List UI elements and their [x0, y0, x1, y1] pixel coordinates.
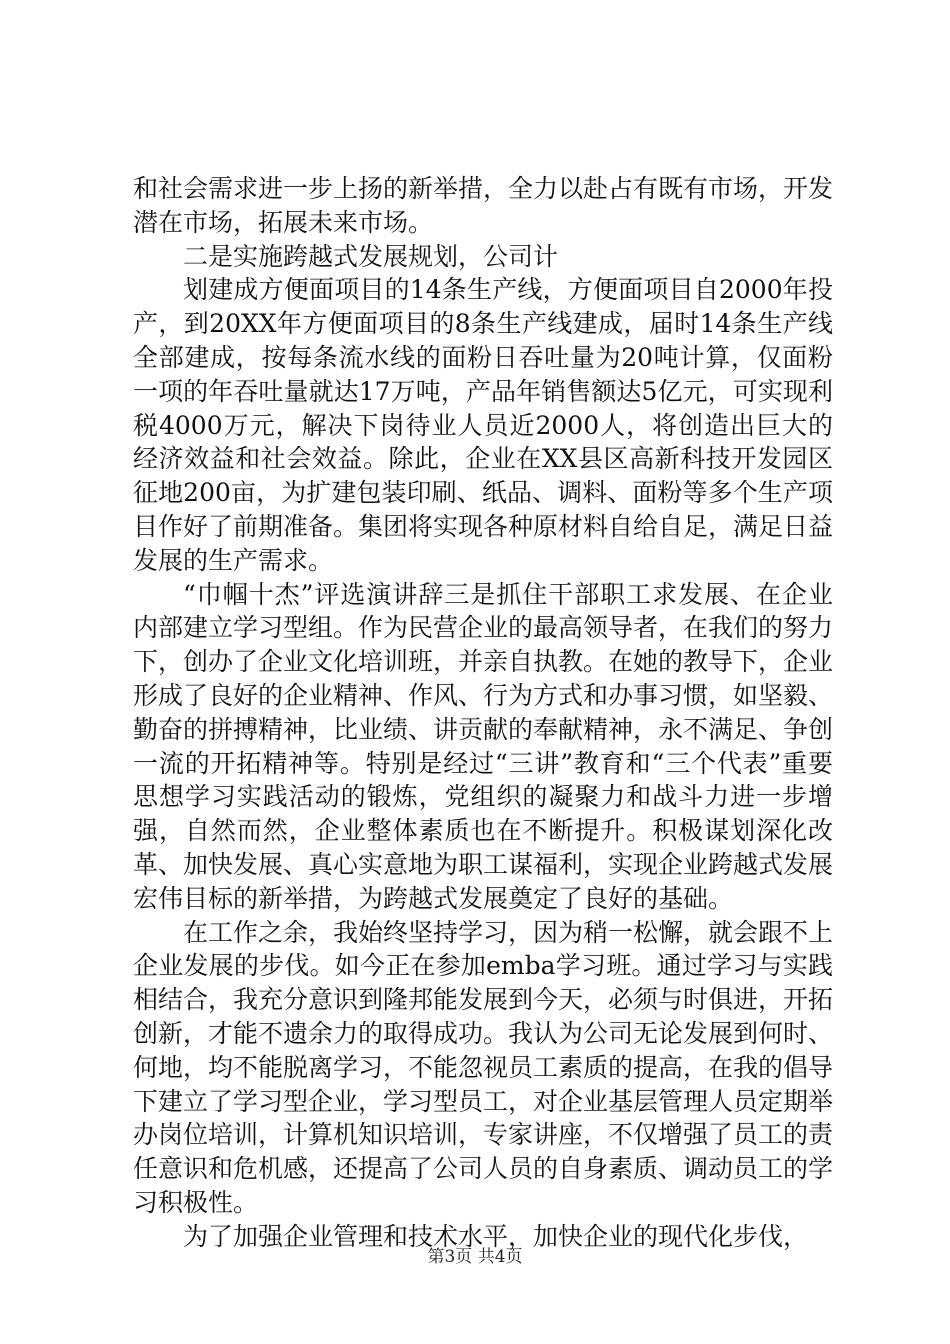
document-body [133, 172, 833, 1254]
paragraph-continuation: 和社会需求进一步上扬的新举措，全力以赴占有既有市场，开发潜在市场，拓展未来市场。 [133, 174, 834, 237]
page-number-footer: 第3页 共4页 [427, 1247, 523, 1267]
paragraph-continuous-learning: 在工作之余，我始终坚持学习，因为稍一松懈，就会跟不上企业发展的步伐。如今正在参加emba学习班。通过学习与实践相结合，我充分意识到隆邦能发展到今天，必须与时俱进，开拓创新，才能不遗余力的取得成功。我认为公司无论发展到何时、何地，均不能脱离学习，不能忽视员工素质的提高，在我的倡导下建立了学习型企业，学习型员工，对企业基层管理人员定期举办岗位培训，计算机知识培训，专家讲座，不仅增强了员工的责任意识和危机感，还提高了公司人员的自身素质、调动员工的学习积极性。 [133, 917, 834, 1217]
paragraph-plan-heading: 二是实施跨越式发展规划，公司计 [183, 241, 559, 271]
paragraph-management-technology: 为了加强企业管理和技术水平，加快企业的现代化步伐， [183, 1221, 809, 1251]
paragraph-production-lines: 划建成方便面项目的14条生产线，方便面项目自2000年投产，到20XX年方便面项目的8条生产线建成，届时14条生产线全部建成，按每条流水线的面粉日吞吐量为20吨计算，仅面粉一项的年吞吐量就达17万吨，产品年销售额达5亿元，可实现利税4000万元，解决下岗待业人员近2000人，将创造出巨大的经济效益和社会效益。除此，企业在XX县区高新科技开发园区征地200亩，为扩建包装印刷、纸品、调料、面粉等多个生产项目作好了前期准备。集团将实现各种原材料自给自足，满足日益发展的生产需求。 [133, 275, 834, 575]
paragraph-learning-organization: “巾帼十杰”评选演讲辞三是抓住干部职工求发展、在企业内部建立学习型组。作为民营企业的最高领导者，在我们的努力下，创办了企业文化培训班，并亲自执教。在她的教导下，企业形成了良好的企业精神、作风、行为方式和办事习惯，如坚毅、勤奋的拼搏精神，比业绩、讲贡献的奉献精神，永不满足、争创一流的开拓精神等。特别是经过“三讲”教育和“三个代表”重要思想学习实践活动的锻炼，党组织的凝聚力和战斗力进一步增强，自然而然，企业整体素质也在不断提升。积极谋划深化改革、加快发展、真心实意地为职工谋福利，实现企业跨越式发展宏伟目标的新举措，为跨越式发展奠定了良好的基础。 [133, 579, 834, 913]
